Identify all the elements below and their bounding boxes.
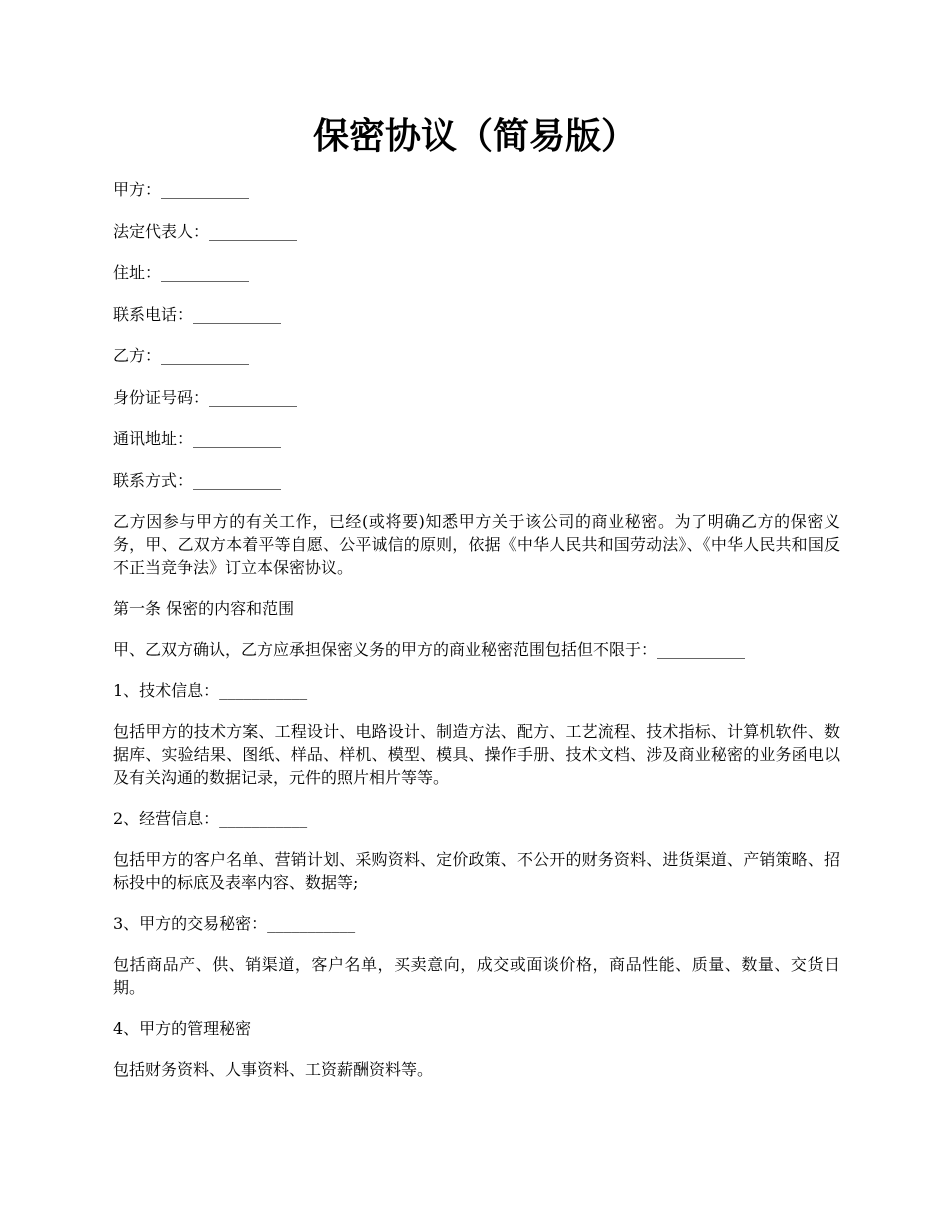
field-party-a: 甲方：___________: [113, 180, 250, 199]
field-address: 住址：___________: [113, 263, 250, 282]
field-mailing-address: 通讯地址：___________: [113, 429, 282, 448]
document-body: [113, 178, 840, 1099]
field-id-number: 身份证号码：___________: [113, 387, 298, 407]
field-legal-representative: 法定代表人：___________: [113, 221, 298, 241]
field-phone: 联系电话：___________: [113, 304, 282, 324]
field-party-b: 乙方：___________: [113, 346, 250, 365]
item-2-text: 包括甲方的客户名单、营销计划、采购资料、定价政策、不公开的财务资料、进货渠道、产销策略、招标投中的标底及表率内容、数据等;: [113, 850, 840, 892]
item-1-text: 包括甲方的技术方案、工程设计、电路设计、制造方法、配方、工艺流程、技术指标、计算机软件、数据库、实验结果、图纸、样品、样机、模型、模具、操作手册、技术文档、涉及商业秘密的业务函电以及有关沟通的数据记录，元件的照片相片等等。: [113, 722, 840, 787]
item-1-heading: 1、技术信息：___________: [113, 681, 308, 700]
item-3-text: 包括商品产、供、销渠道，客户名单，买卖意向，成交或面谈价格，商品性能、质量、数量、交货日期。: [113, 955, 840, 997]
item-4-heading: 4、甲方的管理秘密: [113, 1019, 252, 1038]
item-4-text: 包括财务资料、人事资料、工资薪酬资料等。: [113, 1060, 434, 1079]
document-title: 保密协议（简易版）: [312, 115, 637, 157]
article-1-intro: 甲、乙双方确认，乙方应承担保密义务的甲方的商业秘密范围包括但不限于：___________: [113, 640, 746, 659]
preamble-paragraph: 乙方因参与甲方的有关工作，已经(或将要)知悉甲方关于该公司的商业秘密。为了明确乙方的保密义务，甲、乙双方本着平等自愿、公平诚信的原则，依据《中华人民共和国劳动法》、《中华人民共和国反不正当竞争法》订立本保密协议。: [113, 512, 840, 577]
article-1-heading: 第一条 保密的内容和范围: [113, 599, 295, 618]
field-contact: 联系方式：___________: [113, 470, 282, 490]
item-3-heading: 3、甲方的交易秘密：___________: [113, 914, 356, 933]
item-2-heading: 2、经营信息：___________: [113, 809, 308, 828]
party-fields: [113, 178, 840, 493]
